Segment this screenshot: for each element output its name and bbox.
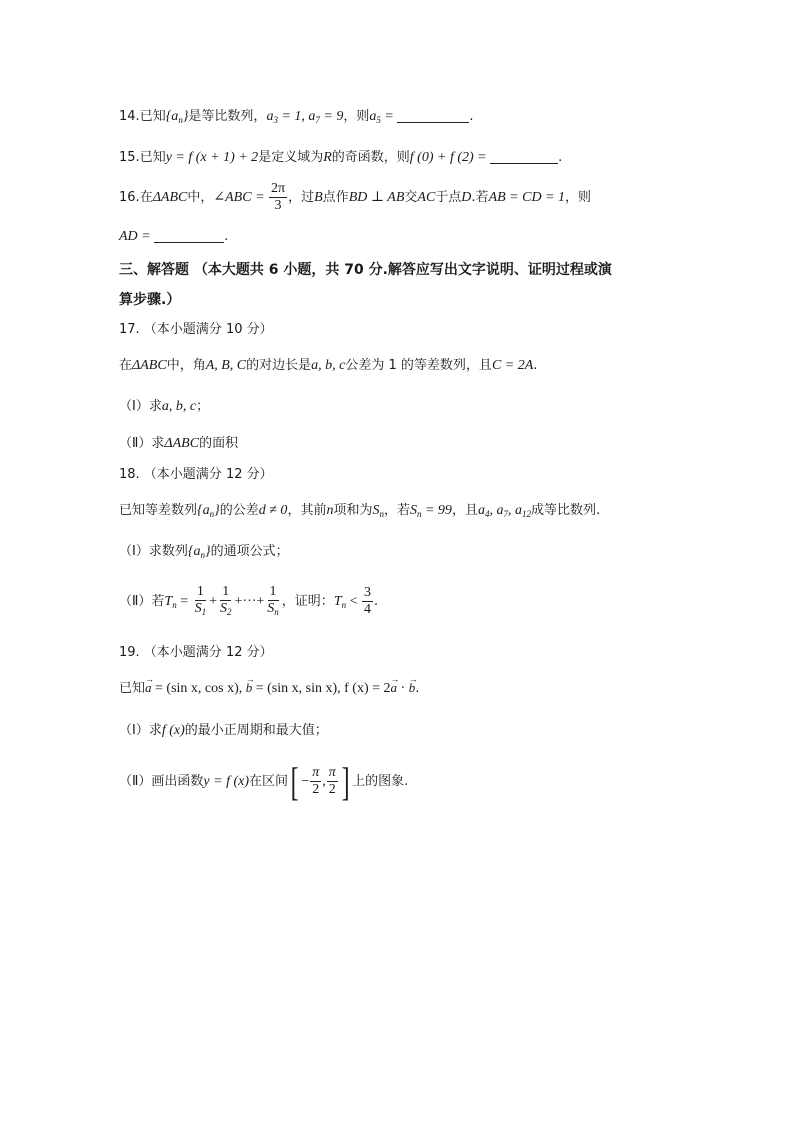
q19-p1-function: f (x) (161, 723, 185, 738)
q19-text: 已知 (119, 681, 146, 696)
question-15 (119, 148, 562, 168)
q17-p1-vars: a, b, c (161, 399, 197, 414)
q17-p2-label: （Ⅱ）求 (119, 436, 165, 451)
q18-diff: d ≠ 0 (258, 503, 288, 518)
q15-domain: R (323, 150, 332, 165)
q18-text: 项和为 (333, 503, 373, 518)
q18-plus-ellipsis: +···+ (234, 594, 265, 609)
q19-def-b: = (sin x, sin x), f (x) = 2 (252, 681, 391, 696)
q18-part-1 (119, 542, 289, 565)
q19-p2-label: （Ⅱ）画出函数 (119, 774, 204, 789)
left-bracket: [ (290, 758, 299, 804)
q18-n: n (326, 503, 334, 518)
q16-text: 交 (404, 190, 418, 205)
q16-text: .若 (471, 190, 489, 205)
comma: , (322, 774, 326, 789)
q14-text: 已知 (139, 109, 166, 124)
q17-text: 在 (119, 358, 133, 373)
question-16 (119, 180, 591, 216)
q17-condition: C = 2A (491, 358, 534, 373)
q18-text: 的公差 (219, 503, 259, 518)
q19-p2-function: y = f (x) (203, 774, 249, 789)
q18-plus: + (209, 594, 218, 609)
q16-fraction: $\frac{2\pi}{3}$ (271, 181, 286, 213)
q18-title: 18. （本小题满分 12 分） (119, 467, 273, 482)
q16-equal: AB = CD = 1 (488, 190, 566, 205)
question-14 (119, 107, 473, 130)
q18-frac-n: $\frac{1}{S_n}$ (267, 583, 279, 617)
q18-p1-end: 的通项公式； (210, 544, 289, 559)
q19-part-2 (119, 758, 408, 806)
q19-p2-text: 在区间 (249, 774, 289, 789)
q16-angle: ∠ABC = (213, 190, 269, 205)
q19-end: . (415, 681, 420, 696)
q19-vector-b: → b (409, 678, 416, 698)
q17-p2-triangle: ΔABC (164, 436, 200, 451)
q16-text: 中， (187, 190, 214, 205)
q15-function: y = f (x + 1) + 2 (165, 150, 259, 165)
q16-text: ，过 (288, 190, 315, 205)
q18-text: ，其前 (287, 503, 327, 518)
q19-def-a: = (sin x, cos x), (151, 681, 246, 696)
section-heading: 三、解答题 （本大题共 6 小题，共 70 分.解答应写出文字说明、证明过程或演 (119, 262, 612, 278)
q18-statement (119, 501, 600, 524)
q18-eq: = (176, 594, 192, 609)
right-bracket: ] (341, 758, 350, 804)
q19-part-1 (119, 721, 328, 741)
q14-seq: $\{a_n\}$ (165, 109, 189, 125)
q17-title: 17. （本小题满分 10 分） (119, 322, 273, 337)
q18-text: 成等比数列. (530, 503, 601, 518)
minus-sign: − (301, 774, 310, 789)
q17-text: 的对边长是 (246, 358, 312, 373)
q14-end: . (469, 109, 474, 124)
q17-part-2 (119, 434, 238, 454)
q18-lt: < (346, 594, 362, 609)
q18-p1-seq: $\{a_n\}$ (187, 544, 211, 560)
q16-target: AD = (119, 229, 155, 244)
q19-statement (119, 678, 419, 699)
q19-frac-2: $\frac{\pi}{2}$ (328, 765, 336, 797)
q19-vector-a: → a (391, 678, 398, 698)
q19-dot: · (397, 681, 409, 696)
answer-blank (397, 108, 469, 123)
q16-segment: AC (417, 190, 436, 205)
q16-point: B (314, 190, 323, 205)
q17-statement (119, 356, 537, 376)
section-heading-cont: 算步骤.） (119, 292, 181, 308)
q16-number: 16. (119, 190, 140, 205)
q18-part-2 (119, 582, 378, 625)
q18-tn: $T_n$ (164, 594, 177, 610)
q17-p1-end: ； (196, 399, 210, 414)
q18-text: 已知等差数列 (119, 503, 198, 518)
q16-text: ，则 (565, 190, 592, 205)
q19-p1-end: 的最小正周期和最大值； (184, 723, 328, 738)
question-16-cont (119, 227, 228, 247)
q18-text: ，若 (383, 503, 410, 518)
q17-text: 中，角 (166, 358, 206, 373)
q19-p1-label: （Ⅰ）求 (119, 723, 162, 738)
q16-end: . (224, 229, 229, 244)
q17-end: . (533, 358, 538, 373)
q18-seq: $\{a_n\}$ (197, 503, 220, 519)
q14-text: ，则 (343, 109, 370, 124)
q15-target: f (0) + f (2) = (409, 150, 491, 165)
q17-part-1 (119, 397, 209, 417)
q18-p2-label: （Ⅱ）若 (119, 594, 165, 609)
q18-text: ，且 (451, 503, 478, 518)
q18-p2-end: . (374, 594, 379, 609)
q19-vector-b: → b (246, 678, 253, 698)
answer-blank (490, 149, 558, 164)
q17-angles: A, B, C (205, 358, 247, 373)
q14-target: $a_5$ = (369, 109, 398, 125)
q18-frac-1: $\frac{1}{S_1}$ (194, 583, 207, 617)
q14-given: $a_3 = 1$, $a_7 = 9$ (266, 109, 344, 125)
answer-blank (154, 228, 224, 243)
q16-triangle: ΔABC (152, 190, 188, 205)
q16-text: 在 (139, 190, 153, 205)
q17-p2-end: 的面积 (199, 436, 239, 451)
q18-sn: $S_n$ (372, 503, 384, 519)
q18-tn-2: $T_n$ (333, 594, 347, 610)
q14-text: 是等比数列， (188, 109, 267, 124)
q18-p1-label: （Ⅰ）求数列 (119, 544, 188, 559)
q16-perp: BD ⊥ AB (348, 190, 405, 205)
q19-p2-end: 上的图象. (352, 774, 409, 789)
q17-p1-label: （Ⅰ）求 (119, 399, 162, 414)
q17-triangle: ΔABC (132, 358, 167, 373)
q19-vector-a: → a (145, 678, 152, 698)
q19-frac-1: $\frac{\pi}{2}$ (312, 765, 320, 797)
q14-number: 14. (119, 109, 140, 124)
q16-text: 于点 (435, 190, 462, 205)
q17-text: 公差为 1 的等差数列，且 (345, 358, 492, 373)
q15-number: 15. (119, 150, 140, 165)
q16-text: 点作 (322, 190, 349, 205)
q18-p2-text: ，证明： (281, 594, 334, 609)
q15-end: . (558, 150, 563, 165)
q15-text: 的奇函数，则 (331, 150, 410, 165)
q18-frac-2: $\frac{1}{S_2}$ (220, 583, 232, 617)
q18-frac-bound: $\frac{3}{4}$ (364, 585, 372, 617)
q16-point: D (461, 190, 472, 205)
q19-title: 19. （本小题满分 12 分） (119, 645, 273, 660)
q15-text: 是定义域为 (258, 150, 324, 165)
q15-text: 已知 (139, 150, 166, 165)
q17-sides: a, b, c (311, 358, 346, 373)
q18-terms: $a_4$, $a_7$, $a_{12}$ (477, 503, 531, 519)
q18-sn-eq: $S_n = 99$ (409, 503, 452, 519)
